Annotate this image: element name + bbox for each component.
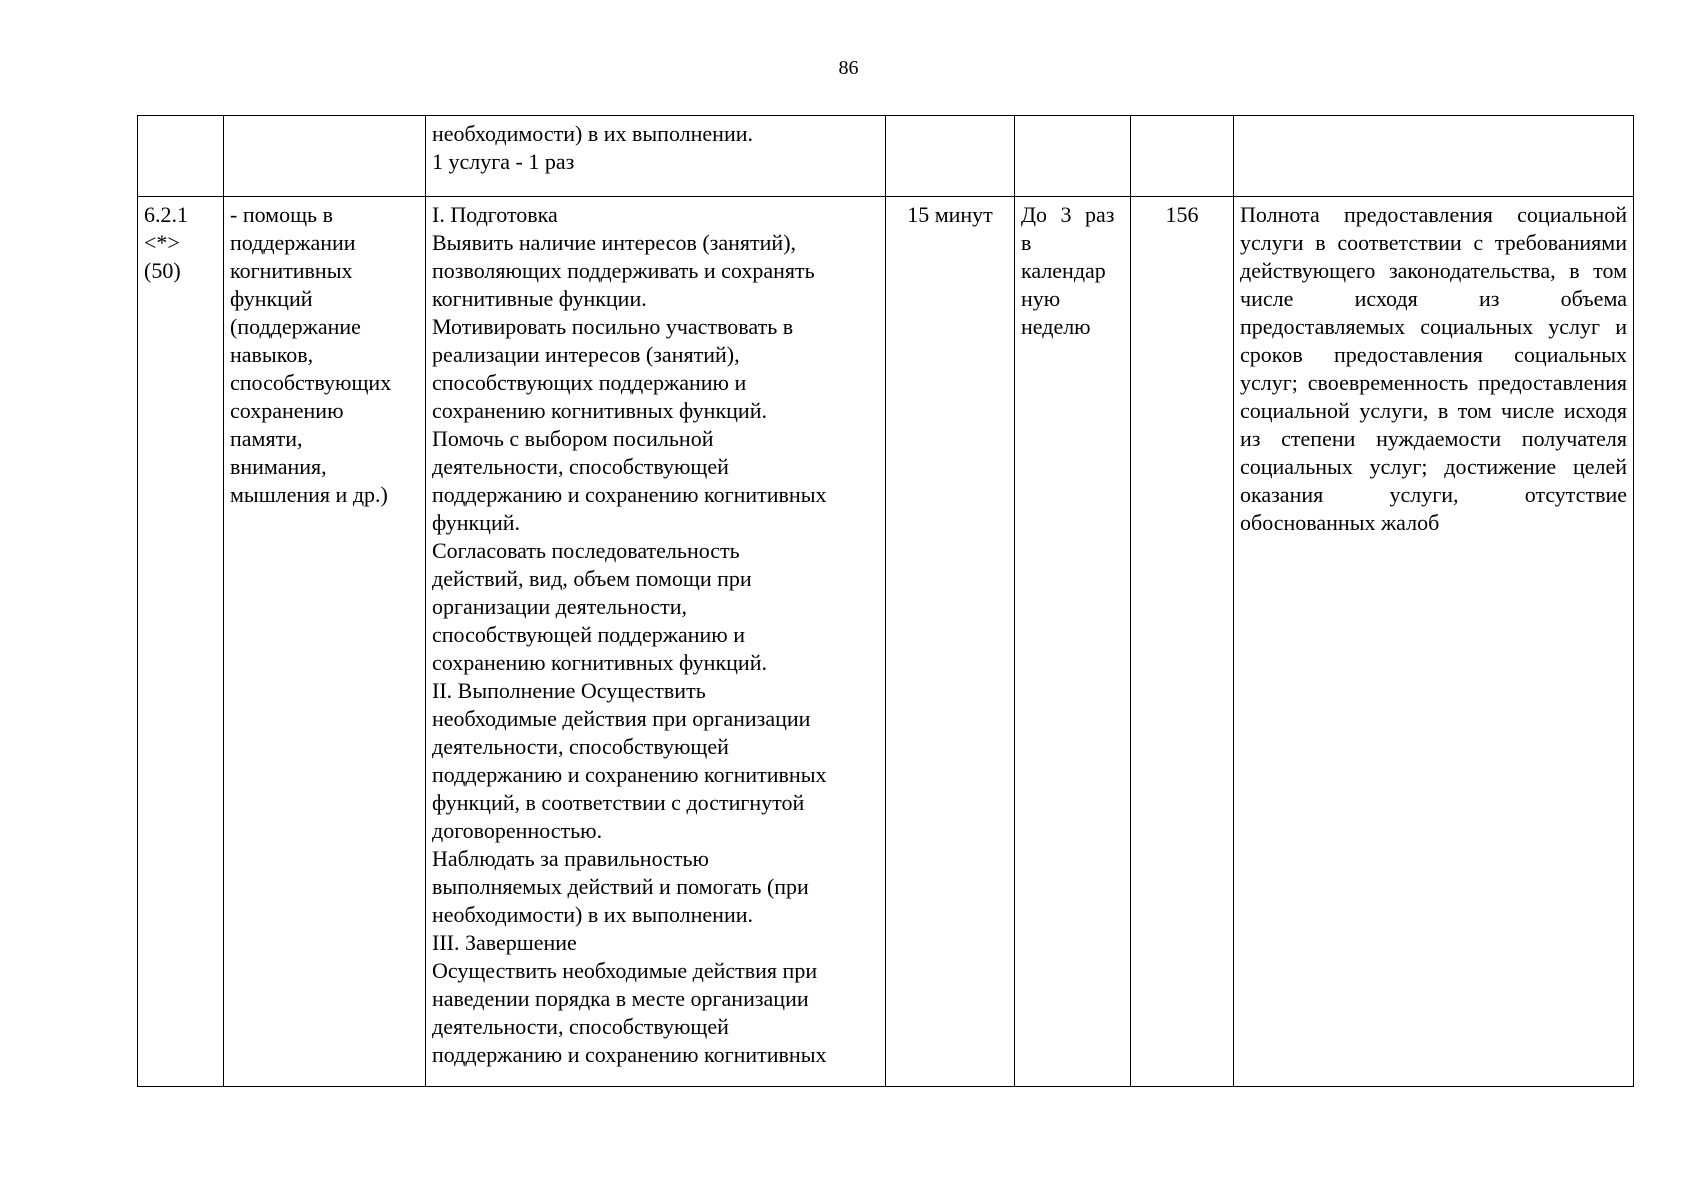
description-line: поддержанию и сохранению когнитивных <box>432 762 827 787</box>
description-line: I. Подготовка <box>432 202 558 227</box>
description-line: поддержанию и сохранению когнитивных <box>432 1042 827 1067</box>
name-line: функций <box>230 286 313 311</box>
page-number: 86 <box>838 57 859 79</box>
cell-code <box>138 197 224 1087</box>
description-line: наведении порядка в месте организации <box>432 986 809 1011</box>
services-table <box>137 115 1634 1087</box>
description-line: реализации интересов (занятий), <box>432 342 740 367</box>
description-line: организации деятельности, <box>432 594 688 619</box>
description-line: поддержанию и сохранению когнитивных <box>432 482 827 507</box>
frequency-line: неделю <box>1021 314 1091 339</box>
description-line: функций, в соответствии с достигнутой <box>432 790 805 815</box>
cell-time <box>886 197 1015 1087</box>
description-line: Осуществить необходимые действия при <box>432 958 818 983</box>
description-line: деятельности, способствующей <box>432 734 729 759</box>
description-line: действий, вид, объем помощи при <box>432 566 752 591</box>
table-row-continuation <box>138 116 1634 197</box>
name-line: памяти, <box>230 426 303 451</box>
description-line: сохранению когнитивных функций. <box>432 398 767 423</box>
description-line: необходимости) в их выполнении. <box>432 902 753 927</box>
description-line: Согласовать последовательность <box>432 538 740 563</box>
code-line: (50) <box>144 258 181 283</box>
name-line: способствующих <box>230 370 392 395</box>
table-row-service <box>138 197 1634 1087</box>
code-line: <*> <box>144 230 180 255</box>
cell-criteria <box>1234 116 1634 197</box>
code-line: 6.2.1 <box>144 202 188 227</box>
cell-frequency <box>1015 197 1131 1087</box>
name-line: сохранению <box>230 398 344 423</box>
description-line: III. Завершение <box>432 930 577 955</box>
cell-time <box>886 116 1015 197</box>
cell-description <box>426 197 886 1087</box>
cell-code <box>138 116 224 197</box>
frequency-line: календар <box>1021 258 1106 283</box>
description-line: деятельности, способствующей <box>432 1014 729 1039</box>
description-line: функций. <box>432 510 520 535</box>
description-line: деятельности, способствующей <box>432 454 729 479</box>
cell-name <box>224 116 426 197</box>
description-line: II. Выполнение Осуществить <box>432 678 706 703</box>
description-line: Выявить наличие интересов (занятий), <box>432 230 797 255</box>
description-line: сохранению когнитивных функций. <box>432 650 767 675</box>
description-line: необходимости) в их выполнении. <box>432 121 753 146</box>
name-line: внимания, <box>230 454 327 479</box>
cell-count <box>1131 116 1234 197</box>
description-line: позволяющих поддерживать и сохранять <box>432 258 815 283</box>
cell-criteria <box>1234 197 1634 1087</box>
count-value: 156 <box>1165 202 1199 227</box>
description-line: договоренностью. <box>432 818 603 843</box>
frequency-line: До 3 раз <box>1021 202 1115 227</box>
frequency-line: в <box>1021 230 1032 255</box>
description-line: Наблюдать за правильностью <box>432 846 709 871</box>
frequency-line: ную <box>1021 286 1061 311</box>
name-line: навыков, <box>230 342 314 367</box>
description-line: необходимые действия при организации <box>432 706 811 731</box>
cell-name <box>224 197 426 1087</box>
name-line: поддержании <box>230 230 356 255</box>
description-line: способствующих поддержанию и <box>432 370 747 395</box>
criteria-text: Полнота предоставления социальной услуги в соответствии с требованиями действующего законодательства, в том числе исходя из объема предоставляемых социальных услуг и сроков предоставления социальных услуг; своевременность предоставления социальной услуги, в том числе исходя из степени нуждаемости получателя социальных услуг; достижение целей оказания услуги, отсутствие обоснованных жалоб <box>1240 202 1627 535</box>
name-line: мышления и др.) <box>230 482 388 507</box>
cell-count <box>1131 197 1234 1087</box>
name-line: когнитивных <box>230 258 353 283</box>
cell-description <box>426 116 886 197</box>
name-line: - помощь в <box>230 202 333 227</box>
description-line: Помочь с выбором посильной <box>432 426 714 451</box>
description-line: способствующей поддержанию и <box>432 622 745 647</box>
description-line: Мотивировать посильно участвовать в <box>432 314 794 339</box>
description-line: выполняемых действий и помогать (при <box>432 874 809 899</box>
description-line: когнитивные функции. <box>432 286 647 311</box>
description-line: 1 услуга - 1 раз <box>432 149 575 174</box>
time-value: 15 минут <box>907 202 993 227</box>
cell-frequency <box>1015 116 1131 197</box>
name-line: (поддержание <box>230 314 361 339</box>
